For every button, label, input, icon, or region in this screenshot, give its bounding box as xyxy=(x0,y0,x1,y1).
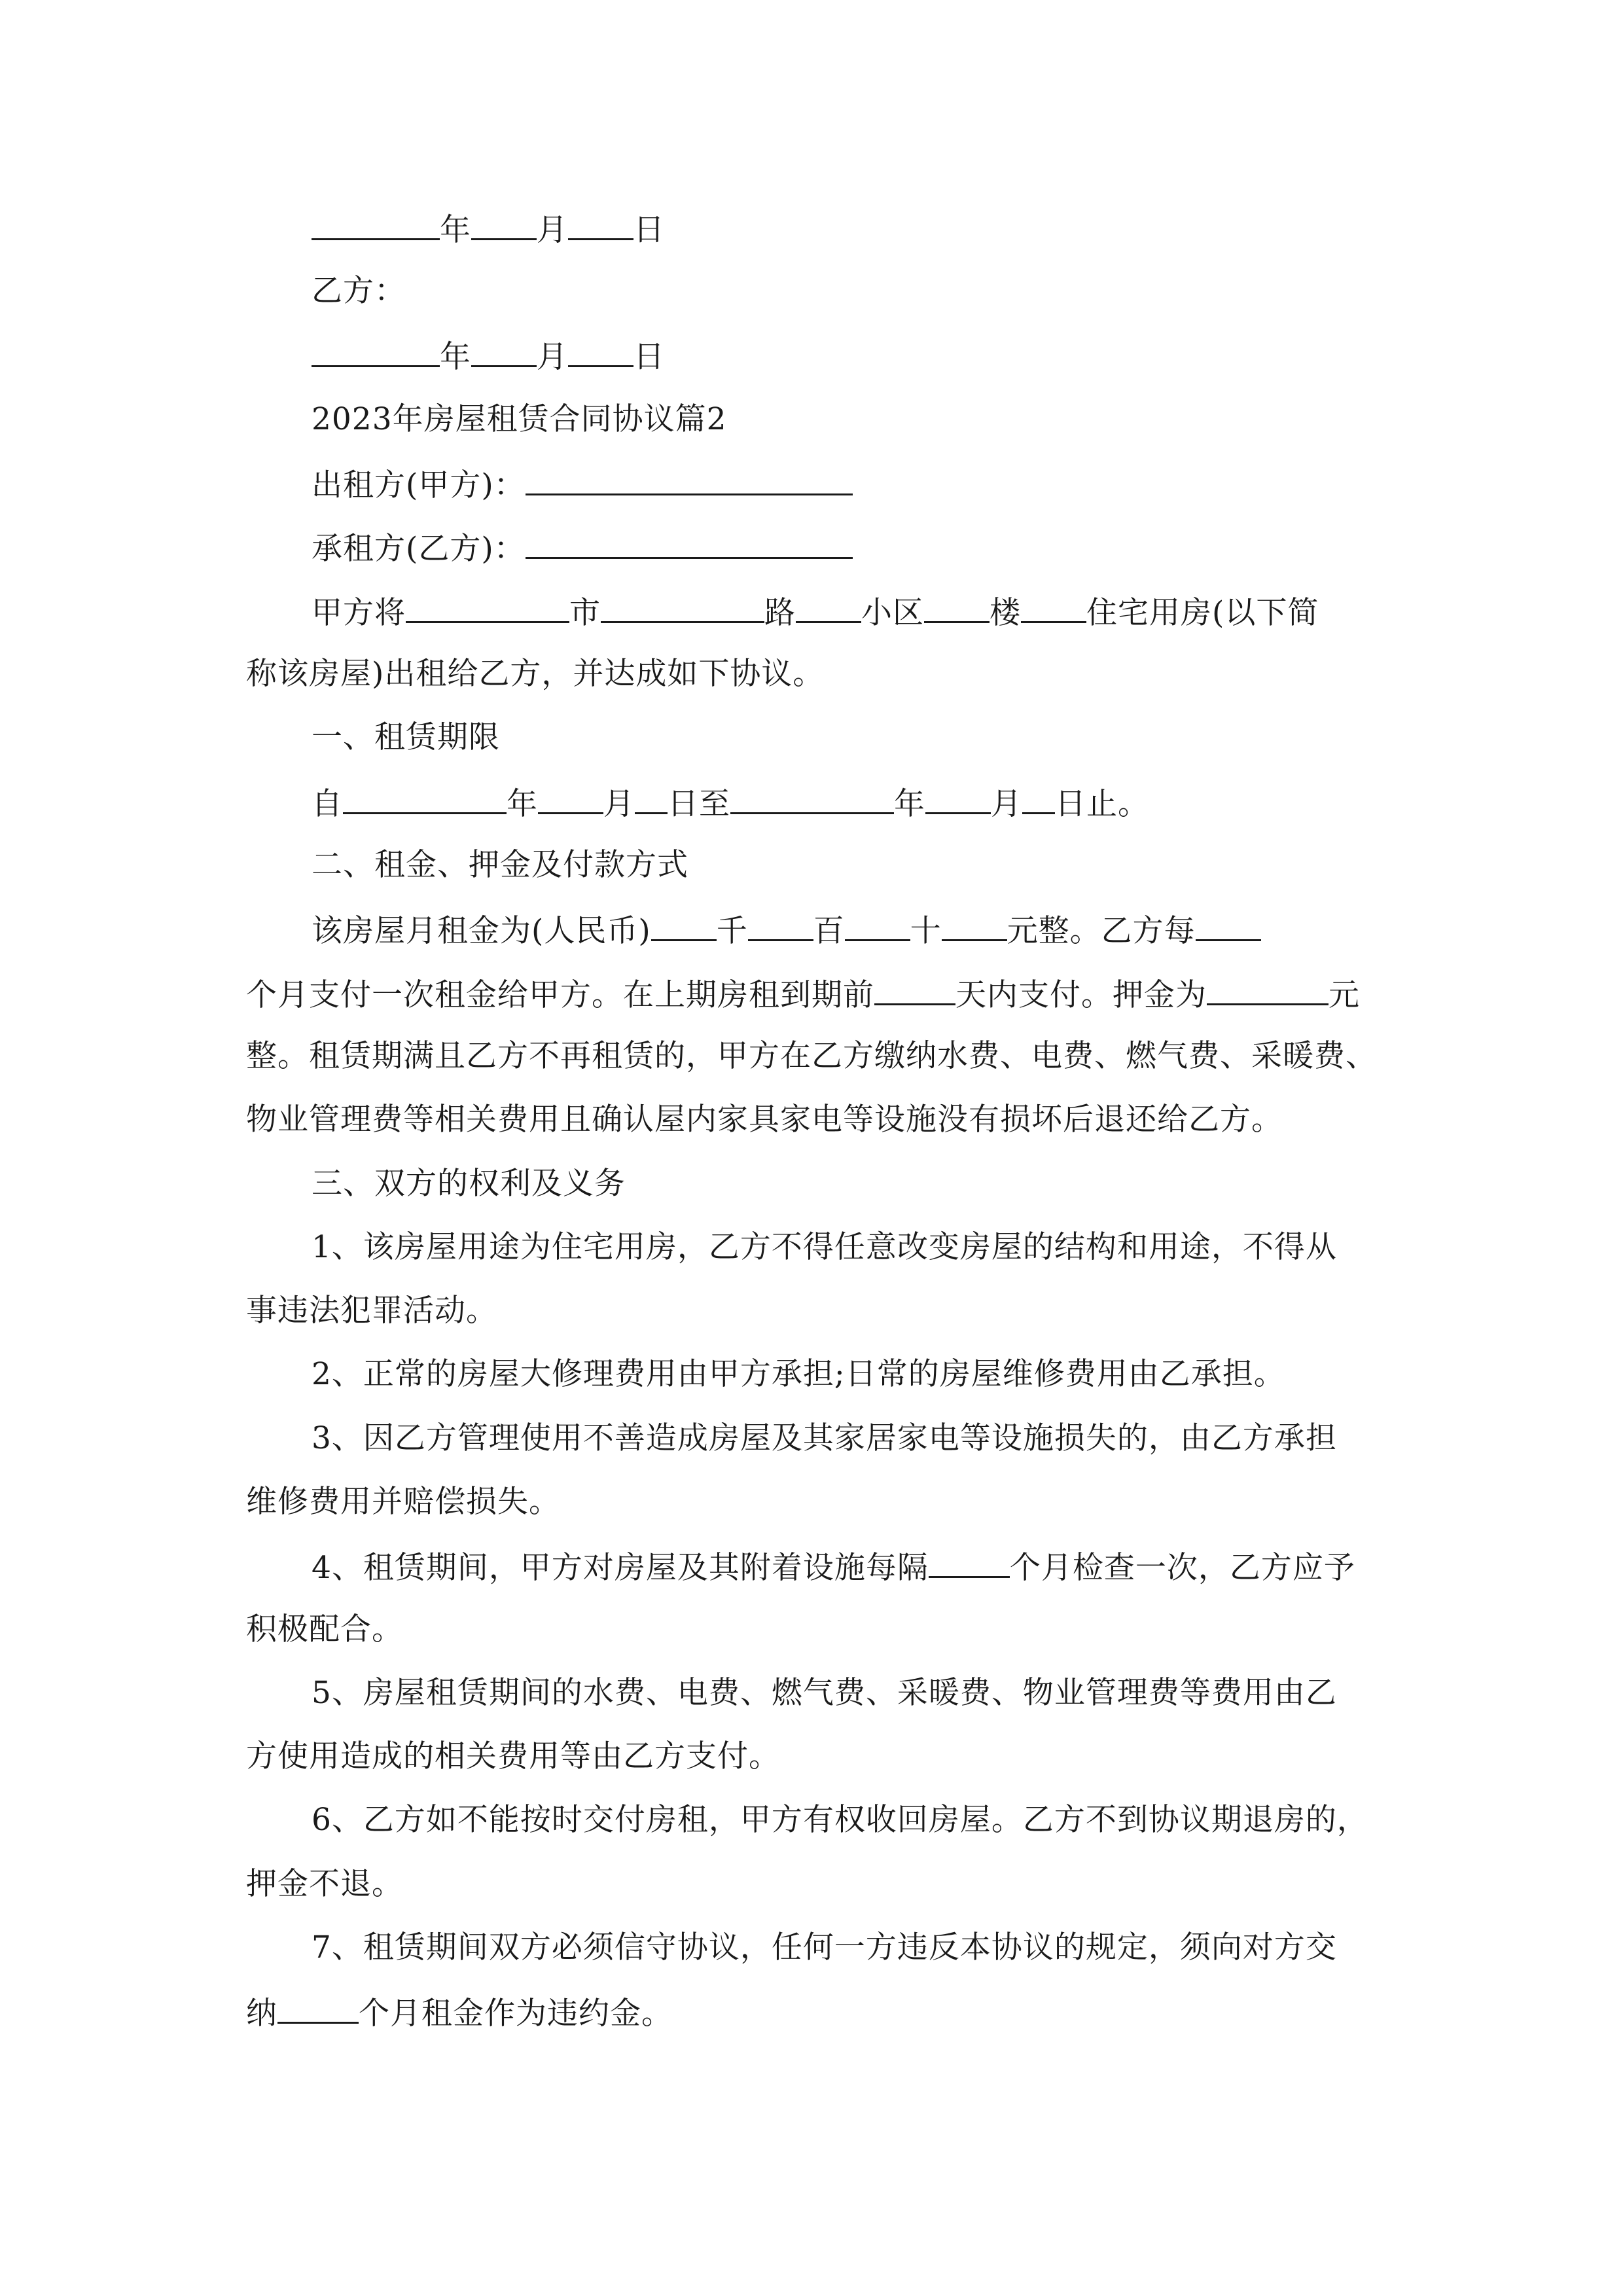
month-label: 月 xyxy=(537,339,568,375)
blank-start-day xyxy=(635,782,668,814)
item-7-line-2 xyxy=(246,1992,1382,2034)
blank-end-year xyxy=(730,782,894,814)
text: 住宅用房(以下简 xyxy=(1086,595,1319,631)
blank-day xyxy=(568,208,633,240)
lessee-blank xyxy=(526,527,853,559)
blank-community xyxy=(796,591,861,623)
item-2: 2、正常的房屋大修理费用由甲方承担;日常的房屋维修费用由乙承担。 xyxy=(312,1356,1285,1392)
date-line-2 xyxy=(312,335,1382,377)
text: 千 xyxy=(716,913,748,949)
section-2-heading: 二、租金、押金及付款方式 xyxy=(312,847,688,883)
item-6-line-1: 6、乙方如不能按时交付房租，甲方有权收回房屋。乙方不到协议期退房的， xyxy=(312,1802,1368,1838)
blank-start-year xyxy=(343,782,507,814)
text: 4、租赁期间，甲方对房屋及其附着设施每隔 xyxy=(312,1550,929,1586)
document-title: 2023年房屋租赁合同协议篇2 xyxy=(312,401,727,437)
blank-days xyxy=(874,973,955,1005)
text: 市 xyxy=(569,595,601,631)
blank-hundred xyxy=(748,909,813,941)
blank-building xyxy=(924,591,990,623)
blank-city xyxy=(406,591,569,623)
blank-road xyxy=(601,591,764,623)
blank-end-day xyxy=(1022,782,1055,814)
item-7-line-1: 7、租赁期间双方必须信守协议，任何一方违反本协议的规定，须向对方交 xyxy=(312,1929,1337,1965)
section-3-heading: 三、双方的权利及义务 xyxy=(312,1166,626,1202)
text: 该房屋月租金为(人民币) xyxy=(312,913,651,949)
rent-line-1 xyxy=(312,909,1382,951)
item-6-line-2: 押金不退。 xyxy=(246,1866,403,1902)
blank-end-month xyxy=(925,782,991,814)
blank-inspection-months xyxy=(929,1546,1010,1578)
blank-year xyxy=(312,208,440,240)
blank-start-month xyxy=(538,782,603,814)
item-5-line-2: 方使用造成的相关费用等由乙方支付。 xyxy=(246,1738,780,1774)
lessor-blank xyxy=(526,463,853,495)
year-label: 年 xyxy=(440,339,471,375)
blank-ten xyxy=(845,909,910,941)
lessee-label: 承租方(乙方)： xyxy=(312,531,526,567)
text: 月 xyxy=(991,786,1022,822)
blank-month xyxy=(471,335,537,367)
text: 个月租金作为违约金。 xyxy=(359,1996,673,2032)
intro-line-2: 称该房屋)出租给乙方，并达成如下协议。 xyxy=(246,656,825,692)
text: 元整。乙方每 xyxy=(1007,913,1196,949)
blank-yuan xyxy=(942,909,1007,941)
text: 年 xyxy=(507,786,538,822)
blank-year xyxy=(312,335,440,367)
text: 日至 xyxy=(668,786,730,822)
intro-line-1 xyxy=(312,591,1382,633)
text: 个月检查一次，乙方应予 xyxy=(1009,1550,1355,1586)
month-label: 月 xyxy=(537,212,568,248)
item-1-line-1: 1、该房屋用途为住宅用房，乙方不得任意改变房屋的结构和用途，不得从 xyxy=(312,1229,1337,1265)
text: 月 xyxy=(603,786,635,822)
lessor-line xyxy=(312,463,1382,505)
text: 自 xyxy=(312,786,343,822)
date-line-1 xyxy=(312,208,1382,250)
lessor-label: 出租方(甲方)： xyxy=(312,467,526,503)
item-4-line-2: 积极配合。 xyxy=(246,1611,403,1647)
blank-month xyxy=(471,208,537,240)
blank-unit xyxy=(1021,591,1086,623)
text: 个月支付一次租金给甲方。在上期房租到期前 xyxy=(246,977,874,1013)
year-label: 年 xyxy=(440,212,471,248)
item-1-line-2: 事违法犯罪活动。 xyxy=(246,1293,497,1329)
text: 小区 xyxy=(861,595,924,631)
text: 百 xyxy=(813,913,845,949)
text: 楼 xyxy=(990,595,1021,631)
item-4-line-1 xyxy=(312,1546,1382,1588)
item-3-line-2: 维修费用并赔偿损失。 xyxy=(246,1484,560,1520)
text: 路 xyxy=(764,595,796,631)
day-label: 日 xyxy=(633,339,665,375)
rent-line-2 xyxy=(246,973,1382,1015)
text: 天内支付。押金为 xyxy=(955,977,1207,1013)
blank-months xyxy=(1196,909,1261,941)
blank-penalty-months xyxy=(277,1992,359,2024)
text: 日止。 xyxy=(1055,786,1149,822)
text: 年 xyxy=(894,786,925,822)
text: 甲方将 xyxy=(312,595,406,631)
lessee-line xyxy=(312,527,1382,569)
blank-day xyxy=(568,335,633,367)
rent-line-3: 整。租赁期满且乙方不再租赁的，甲方在乙方缴纳水费、电费、燃气费、采暖费、 xyxy=(246,1038,1377,1074)
text: 元 xyxy=(1329,977,1360,1013)
item-5-line-1: 5、房屋租赁期间的水费、电费、燃气费、采暖费、物业管理费等费用由乙 xyxy=(312,1675,1337,1711)
text: 十 xyxy=(910,913,942,949)
blank-deposit xyxy=(1207,973,1329,1005)
section-1-heading: 一、租赁期限 xyxy=(312,719,500,755)
text: 纳 xyxy=(246,1996,277,2032)
lease-period-line xyxy=(312,782,1382,824)
day-label: 日 xyxy=(633,212,665,248)
party-b-label: 乙方： xyxy=(312,273,406,309)
item-3-line-1: 3、因乙方管理使用不善造成房屋及其家居家电等设施损失的，由乙方承担 xyxy=(312,1420,1337,1456)
rent-line-4: 物业管理费等相关费用且确认屋内家具家电等设施没有损坏后退还给乙方。 xyxy=(246,1102,1283,1138)
blank-thousand xyxy=(651,909,717,941)
